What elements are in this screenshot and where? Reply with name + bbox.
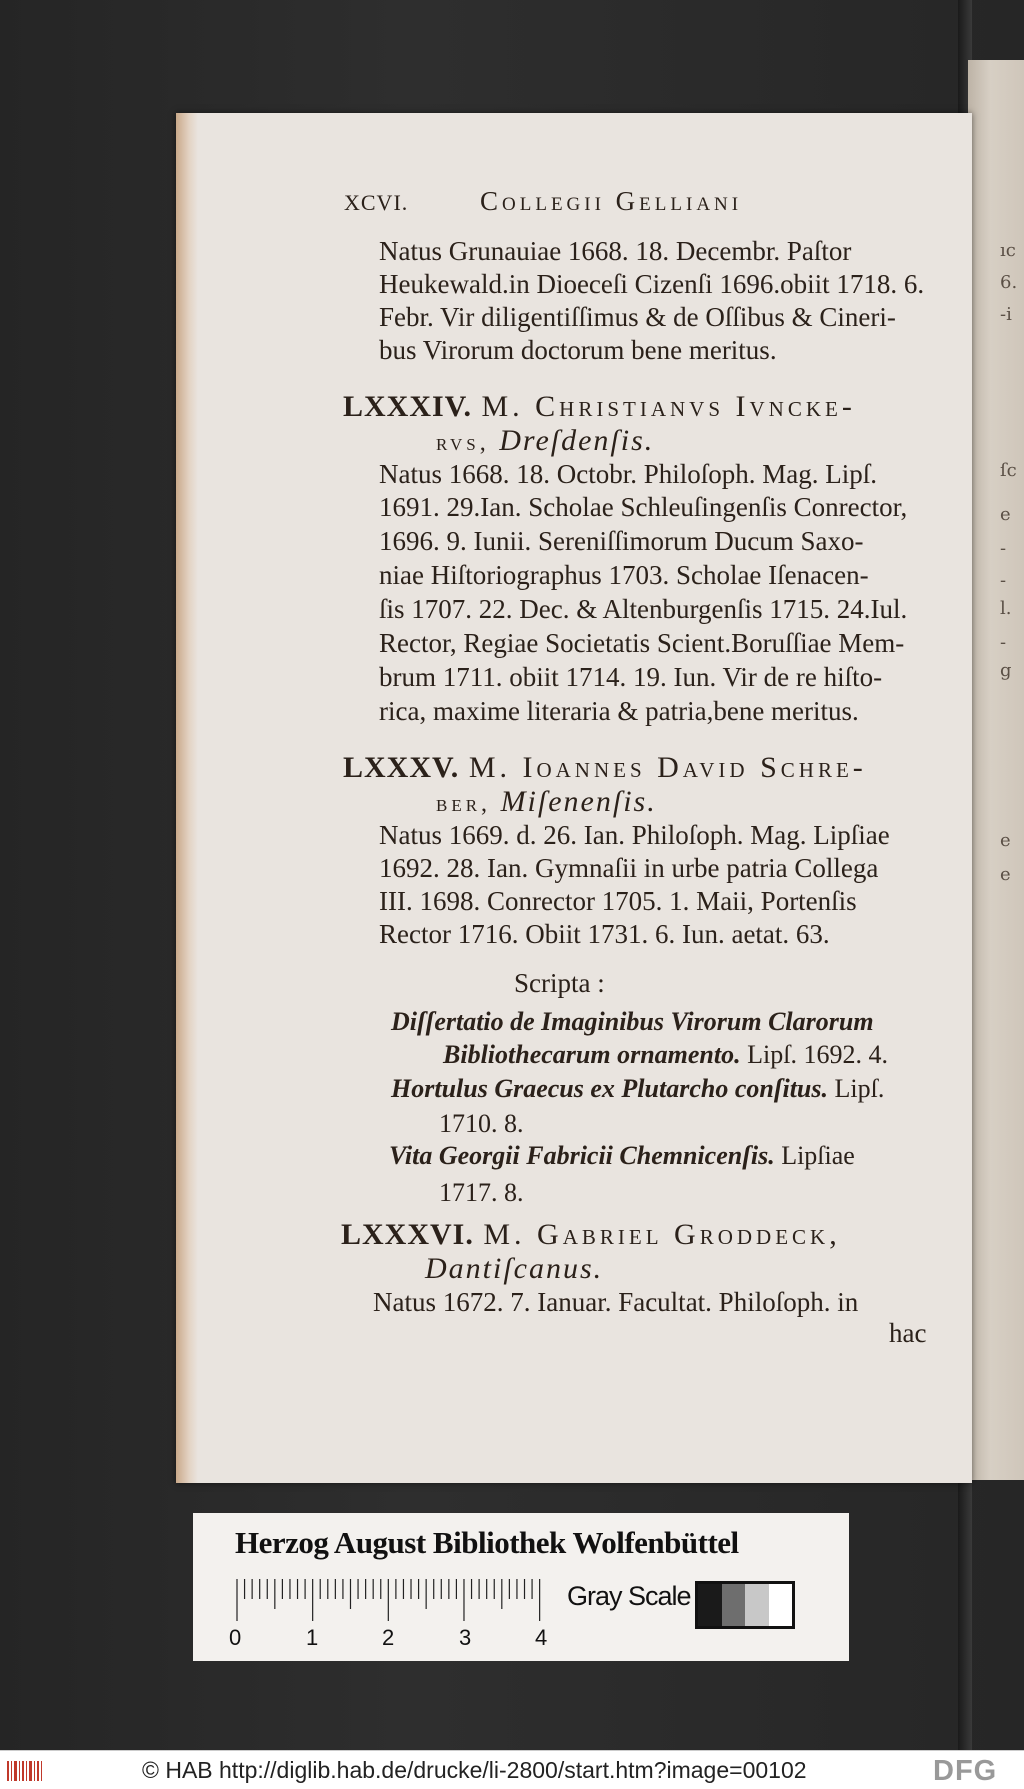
entry-title: M. Ioannes David Schre- [468,751,867,784]
neighbor-page-edge [968,60,1024,1480]
page-folio: XCVI. [344,190,409,215]
scripta-item [391,1074,884,1104]
entry-heading [341,1218,841,1252]
scripta-imprint-cont: 1717. 8. [439,1178,524,1207]
entry-title-cont: rvs, [436,430,490,456]
entry-origin: Dreſdenſis. [499,424,655,457]
text-line: Natus Grunauiae 1668. 18. Decembr. Paſtor [379,236,852,266]
text-line: Rector, Regiae Societatis Scient.Boruſſiae Mem- [379,628,905,658]
scripta-title: Hortulus Graecus ex Plutarcho conſitus. [391,1074,829,1103]
entry-heading-cont [436,785,657,819]
neighbor-text-fragment: - [1000,632,1007,653]
entry-origin: Dantiſcanus. [425,1252,604,1285]
neighbor-text-fragment: g [1000,660,1012,681]
entry-title-cont: ber, [436,791,492,817]
library-color-card [193,1513,849,1661]
scripta-item [391,1007,874,1037]
gray-patch [722,1584,746,1626]
neighbor-text-fragment: - [1000,538,1007,559]
scripta-heading: Scripta : [514,968,605,998]
scripta-item [389,1141,855,1171]
text-line: Febr. Vir diligentiſſimus & de Oſſibus & Cineri- [379,302,896,332]
scripta-item-cont [443,1040,888,1070]
viewer-footer [0,1750,1024,1789]
neighbor-text-fragment: e [1000,504,1011,525]
scripta-imprint: Lipſiae [781,1141,855,1170]
ruler-number: 2 [382,1625,395,1650]
text-line: rica, maxime literaria & patria,bene meritus. [379,696,859,726]
page-edge [176,113,198,1483]
text-line: 1692. 28. Ian. Gymnaſii in urbe patria Collega [379,853,879,883]
scripta-imprint-cont: 1710. 8. [439,1109,524,1138]
entry-heading-cont [436,424,654,458]
text-line: Natus 1668. 18. Octobr. Philoſoph. Mag. Lipſ. [379,459,877,489]
gray-patch [745,1584,769,1626]
entry-title: M. Gabriel Groddeck, [483,1218,841,1251]
hab-barcode-logo-icon [6,1758,46,1784]
neighbor-text-fragment: ſc [1000,460,1017,481]
scripta-title: Vita Georgii Fabricii Chemnicenſis. [389,1141,775,1170]
text-line: Heukewald.in Dioeceſi Cizenſi 1696.obiit 1718. 6. [379,269,925,299]
text-line: Natus 1669. d. 26. Ian. Philoſoph. Mag. Lipſiae [379,820,890,850]
ruler-number: 4 [535,1625,548,1650]
neighbor-text-fragment: e [1000,830,1011,851]
entry-origin: Miſenenſis. [500,785,657,818]
ruler-number: 3 [459,1625,472,1650]
text-line: 1696. 9. Iunii. Sereniſſimorum Ducum Saxo- [379,526,864,556]
text-line: 1691. 29.Ian. Scholae Schleuſingenſis Conrector, [379,492,908,522]
neighbor-text-fragment: l. [1000,598,1012,619]
text-line: bus Virorum doctorum bene meritus. [379,335,777,365]
entry-heading [343,751,867,785]
gray-patch [698,1584,722,1626]
gray-patch [769,1584,793,1626]
entry-number: LXXXV. [343,751,460,784]
neighbor-text-fragment: -i [1000,304,1012,325]
catchword: hac [889,1318,927,1348]
scripta-title: Diſſertatio de Imaginibus Virorum Clarorum [391,1007,874,1036]
neighbor-text-fragment: e [1000,864,1011,885]
text-line: niae Hiſtoriographus 1703. Scholae Iſenacen- [379,560,869,590]
gray-scale-patches [695,1581,795,1629]
source-link[interactable]: © HAB http://diglib.hab.de/drucke/li-2800/start.htm?image=00102 [142,1757,807,1783]
scripta-imprint: Lipſ. [834,1074,885,1103]
entry-heading-cont [425,1252,603,1286]
neighbor-text-fragment: ıc [1000,240,1016,261]
scripta-title-cont: Bibliothecarum ornamento. [443,1040,741,1069]
text-line: Natus 1672. 7. Ianuar. Facultat. Philoſoph. in [373,1287,859,1317]
dfg-logo: DFG [933,1755,998,1787]
text-line: III. 1698. Conrector 1705. 1. Maii, Portenſis [379,886,857,916]
ruler-number: 1 [306,1625,319,1650]
gray-scale-label: Gray Scale [567,1581,691,1611]
ruler-number: 0 [229,1625,242,1650]
entry-number: LXXXVI. [341,1218,474,1251]
neighbor-text-fragment: 6. [1000,272,1018,293]
neighbor-text-fragment: - [1000,570,1007,591]
text-line: Rector 1716. Obiit 1731. 6. Iun. aetat. 63. [379,919,830,949]
text-line: ſis 1707. 22. Dec. & Altenburgenſis 1715. 24.Iul. [379,594,908,624]
entry-number: LXXXIV. [343,390,472,423]
text-line: brum 1711. obiit 1714. 19. Iun. Vir de re hiſto- [379,662,883,692]
entry-title: M. Christianvs Ivncke- [481,390,856,423]
ruler-scale [235,1579,547,1623]
running-head-title: Collegii Gelliani [480,186,743,216]
library-name: Herzog August Bibliothek Wolfenbüttel [235,1525,739,1560]
entry-heading [343,390,856,424]
scripta-imprint: Lipſ. 1692. 4. [747,1040,888,1069]
